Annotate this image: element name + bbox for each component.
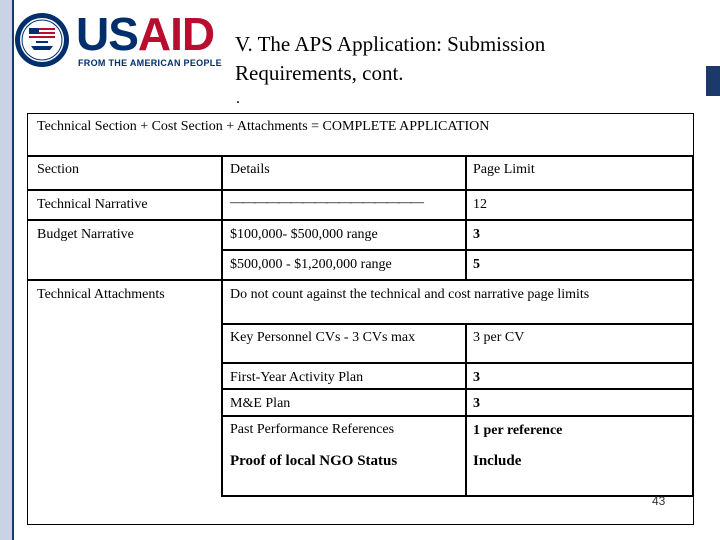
row-section: Technical Attachments — [37, 287, 165, 302]
table-rule — [222, 362, 694, 364]
left-accent-line — [12, 0, 14, 540]
table-col-divider — [465, 323, 467, 497]
usaid-logo — [14, 8, 222, 74]
row-limit: 3 per CV — [473, 330, 525, 345]
table-rule — [27, 219, 694, 221]
header-section: Section — [37, 162, 79, 177]
row-section: Technical Narrative — [37, 197, 148, 212]
row-limit: 12 — [473, 197, 487, 212]
table-rule — [222, 415, 694, 417]
row-details: ———————————————— — [230, 195, 422, 210]
row-limit: 5 — [473, 257, 480, 272]
row-section: Budget Narrative — [37, 227, 134, 242]
slide-title — [235, 30, 655, 88]
slide-number: 43 — [652, 494, 666, 508]
table-rule — [222, 388, 694, 390]
row-limit: 3 — [473, 370, 480, 385]
slide-title-line1: V. The APS Application: Submission — [235, 32, 546, 56]
row-details: First-Year Activity Plan — [230, 370, 364, 385]
row-details: Key Personnel CVs - 3 CVs max — [230, 330, 416, 345]
row-details: $100,000- $500,000 range — [230, 227, 378, 242]
table-rule — [27, 189, 694, 191]
usaid-wordmark: USAID — [76, 8, 215, 60]
table-border-top — [27, 155, 694, 157]
table-col-divider — [465, 155, 467, 279]
row-details: Do not count against the technical and cost narrative page limits — [230, 287, 590, 302]
table-rule — [222, 249, 694, 251]
table-border-bottom — [222, 495, 694, 497]
usaid-seal-icon — [14, 12, 70, 68]
slide-title-line2: Requirements, cont. — [235, 61, 404, 85]
row-details: Past Performance References — [230, 422, 395, 437]
table-rule — [222, 323, 694, 325]
table-rule — [27, 279, 694, 281]
right-accent-bar — [706, 66, 720, 96]
row-limit: 1 per reference — [473, 423, 563, 438]
header-details: Details — [230, 162, 270, 177]
application-heading: Technical Section + Cost Section + Attachments = COMPLETE APPLICATION — [37, 119, 490, 134]
table-col-divider — [221, 155, 223, 497]
title-dot: . — [236, 90, 240, 107]
header-page-limit: Page Limit — [473, 162, 535, 177]
row-limit: 3 — [473, 227, 480, 242]
usaid-tagline: FROM THE AMERICAN PEOPLE — [78, 58, 222, 68]
row-details: $500,000 - $1,200,000 range — [230, 257, 392, 272]
row-details: Proof of local NGO Status — [230, 453, 398, 469]
row-limit: Include — [473, 453, 522, 469]
table-border-right — [692, 155, 694, 497]
row-details: M&E Plan — [230, 396, 291, 411]
row-limit: 3 — [473, 396, 480, 411]
